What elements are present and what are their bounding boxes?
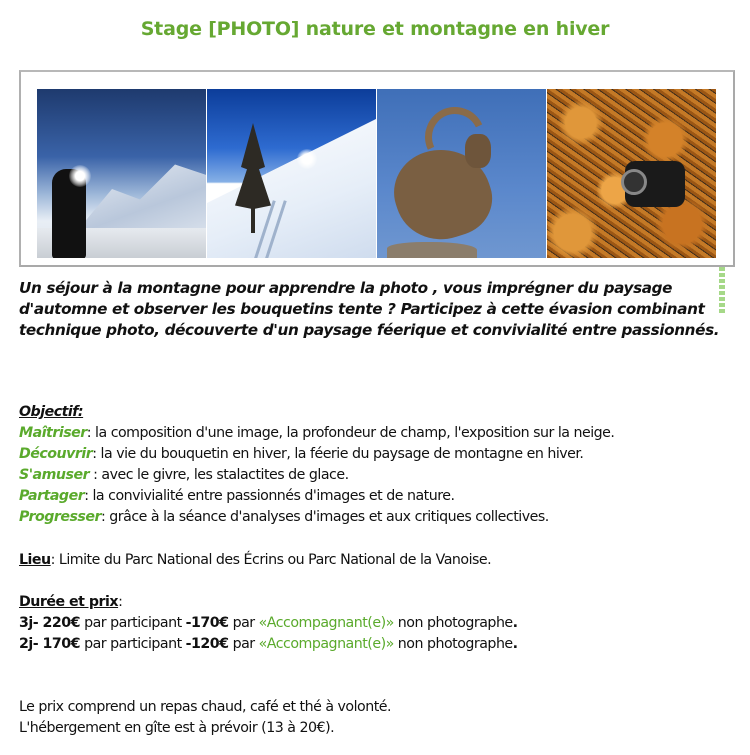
photo-photographer-backlit <box>37 89 206 258</box>
duration-price: 3j- 220€ <box>19 615 81 631</box>
par-label: par <box>228 636 259 652</box>
mountain-shape <box>77 161 206 231</box>
companion-price: -170€ <box>185 615 229 631</box>
per-participant: par participant <box>80 636 186 652</box>
row-dot: . <box>512 615 518 631</box>
photo-ibex-jumping <box>377 89 546 258</box>
objectif-item <box>19 507 739 528</box>
objectif-term: Progresser <box>19 509 101 525</box>
objectif-heading: Objectif: <box>19 404 84 420</box>
objectif-item <box>19 486 739 507</box>
note-price-includes: Le prix comprend un repas chaud, café et thé à volonté. <box>19 699 392 715</box>
per-participant: par participant <box>80 615 186 631</box>
objectif-text: : avec le givre, les stalactites de glace. <box>89 467 349 483</box>
non-photographer: non photographe <box>393 636 513 652</box>
page-title: Stage [PHOTO] nature et montagne en hiver <box>140 18 610 40</box>
lieu-section <box>19 550 739 571</box>
par-label: par <box>228 615 259 631</box>
lens-icon <box>621 169 647 195</box>
companion-price: -120€ <box>185 636 229 652</box>
snow-slope-shape <box>207 119 376 258</box>
objectif-section <box>19 402 739 528</box>
objectif-text: : la composition d'une image, la profondeur de champ, l'exposition sur la neige. <box>86 425 615 441</box>
sun-flare-icon <box>69 165 91 187</box>
objectif-term: Partager <box>19 488 85 504</box>
objectif-term: Découvrir <box>19 446 93 462</box>
objectif-term: S'amuser <box>19 467 90 483</box>
duree-heading: Durée et prix <box>19 594 119 610</box>
non-photographer: non photographe <box>393 615 513 631</box>
ibex-head-shape <box>465 134 491 168</box>
duree-section <box>19 592 739 655</box>
price-row <box>19 634 739 655</box>
objectif-item <box>19 444 739 465</box>
notes-section <box>19 697 739 739</box>
objectif-item <box>19 423 739 444</box>
objectif-text: : la convivialité entre passionnés d'images et de nature. <box>84 488 455 504</box>
objectif-term: Maîtriser <box>19 425 87 441</box>
price-row <box>19 613 739 634</box>
companion-label: «Accompagnant(e)» <box>258 615 394 631</box>
lieu-text: : Limite du Parc National des Écrins ou Parc National de la Vanoise. <box>50 552 492 568</box>
objectif-text: : grâce à la séance d'analyses d'images et aux critiques collectives. <box>101 509 549 525</box>
companion-label: «Accompagnant(e)» <box>258 636 394 652</box>
objectif-text: : la vie du bouquetin en hiver, la féerie du paysage de montagne en hiver. <box>92 446 584 462</box>
note-accommodation: L'hébergement en gîte est à prévoir (13 à 20€). <box>19 720 335 736</box>
sun-flare-icon <box>297 149 317 169</box>
objectif-item <box>19 465 739 486</box>
intro-paragraph: Un séjour à la montagne pour apprendre la photo , vous imprégner du paysage d'automne et observer les bouquetins tente ? Participez à cette évasion combinant technique photo, découverte d'un paysage féerique et convivialité entre passionnés. <box>19 279 720 339</box>
row-dot: . <box>512 636 518 652</box>
photo-photographer-larches <box>547 89 716 258</box>
photo-gallery-frame <box>19 70 735 267</box>
photo-larch-snow-slope <box>207 89 376 258</box>
rock-shape <box>387 242 477 258</box>
duration-price: 2j- 170€ <box>19 636 81 652</box>
lieu-heading: Lieu <box>19 552 51 568</box>
duree-colon: : <box>118 594 123 610</box>
